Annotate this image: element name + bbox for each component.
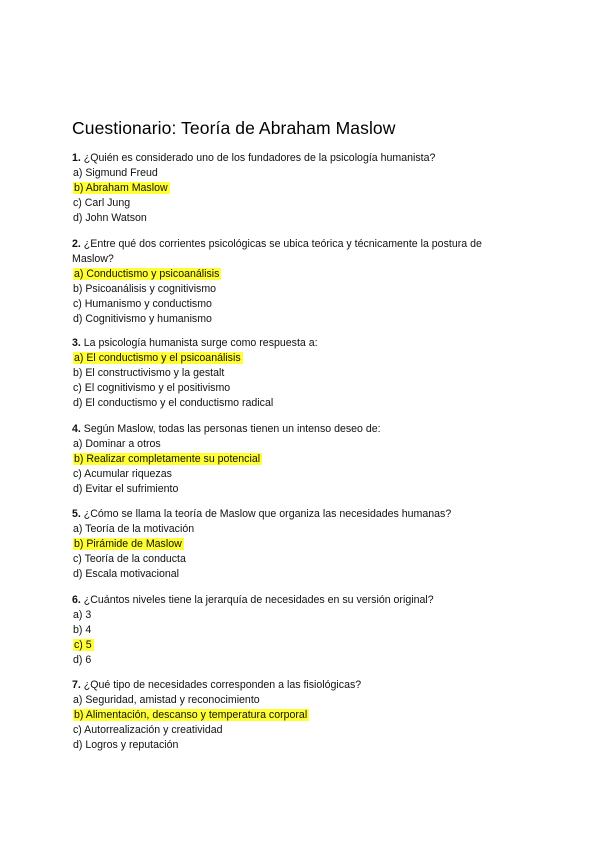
- option-a: a) Dominar a otros: [73, 438, 161, 450]
- question-text: [72, 336, 512, 351]
- option-c: [72, 638, 512, 653]
- question-prompt: ¿Cómo se llama la teoría de Maslow que organiza las necesidades humanas?: [80, 508, 452, 520]
- option-a: a) Seguridad, amistad y reconocimiento: [73, 694, 260, 706]
- question-number: 7.: [72, 679, 81, 691]
- question-number: 6.: [72, 594, 81, 606]
- option-a: [72, 267, 512, 282]
- option-d: d) El conductismo y el conductismo radical: [73, 397, 274, 409]
- option-d: d) Evitar el sufrimiento: [73, 483, 179, 495]
- option-b: b) Psicoanálisis y cognitivismo: [73, 283, 217, 295]
- option-c: c) Teoría de la conducta: [73, 553, 186, 565]
- question-number: 3.: [72, 337, 81, 349]
- option-b: [72, 181, 512, 196]
- question-text: [72, 151, 512, 166]
- option-c: c) Humanismo y conductismo: [73, 298, 212, 310]
- correct-answer-highlight: b) Realizar completamente su potencial: [74, 453, 261, 465]
- option-d: d) Escala motivacional: [73, 568, 179, 580]
- question-text: [72, 237, 512, 267]
- page-title: Cuestionario: Teoría de Abraham Maslow: [72, 118, 396, 138]
- question-text: [72, 507, 512, 522]
- question-1: [72, 151, 512, 226]
- correct-answer-highlight: b) Pirámide de Maslow: [74, 538, 182, 550]
- question-prompt: La psicología humanista surge como respuesta a:: [80, 337, 318, 349]
- correct-answer-highlight: b) Alimentación, descanso y temperatura corporal: [74, 709, 308, 721]
- correct-answer-highlight: a) El conductismo y el psicoanálisis: [74, 352, 241, 364]
- question-4: [72, 422, 512, 497]
- option-c: c) El cognitivismo y el positivismo: [73, 382, 231, 394]
- option-b: [72, 452, 512, 467]
- option-c: c) Autorrealización y creatividad: [73, 724, 223, 736]
- question-text: [72, 422, 512, 437]
- option-d: d) Logros y reputación: [73, 739, 179, 751]
- question-prompt: ¿Cuántos niveles tiene la jerarquía de necesidades en su versión original?: [80, 594, 434, 606]
- option-d: d) 6: [73, 654, 92, 666]
- option-b: [72, 537, 512, 552]
- option-b: b) 4: [73, 624, 92, 636]
- question-number: 1.: [72, 152, 81, 164]
- question-6: [72, 593, 512, 668]
- question-prompt: ¿Qué tipo de necesidades corresponden a las fisiológicas?: [80, 679, 362, 691]
- option-d: d) Cognitivismo y humanismo: [73, 313, 212, 325]
- option-a: a) 3: [73, 609, 92, 621]
- option-d: d) John Watson: [73, 212, 147, 224]
- question-text: [72, 593, 512, 608]
- question-2: [72, 237, 512, 327]
- correct-answer-highlight: b) Abraham Maslow: [74, 182, 168, 194]
- question-prompt: ¿Quién es considerado uno de los fundadores de la psicología humanista?: [80, 152, 436, 164]
- question-prompt: Según Maslow, todas las personas tienen un intenso deseo de:: [80, 423, 381, 435]
- option-a: a) Teoría de la motivación: [73, 523, 195, 535]
- question-3: [72, 336, 512, 411]
- option-a: [72, 351, 512, 366]
- option-c: c) Carl Jung: [73, 197, 131, 209]
- question-5: [72, 507, 512, 582]
- correct-answer-highlight: a) Conductismo y psicoanálisis: [74, 268, 220, 280]
- question-number: 5.: [72, 508, 81, 520]
- option-b: [72, 708, 512, 723]
- question-prompt: ¿Entre qué dos corrientes psicológicas se ubica teórica y técnicamente la postura de Maslow?: [72, 238, 482, 265]
- option-b: b) El constructivismo y la gestalt: [73, 367, 225, 379]
- option-a: a) Sigmund Freud: [73, 167, 158, 179]
- question-number: 4.: [72, 423, 81, 435]
- question-7: [72, 678, 512, 753]
- option-c: c) Acumular riquezas: [73, 468, 172, 480]
- correct-answer-highlight: c) 5: [74, 639, 92, 651]
- question-text: [72, 678, 512, 693]
- question-number: 2.: [72, 238, 81, 250]
